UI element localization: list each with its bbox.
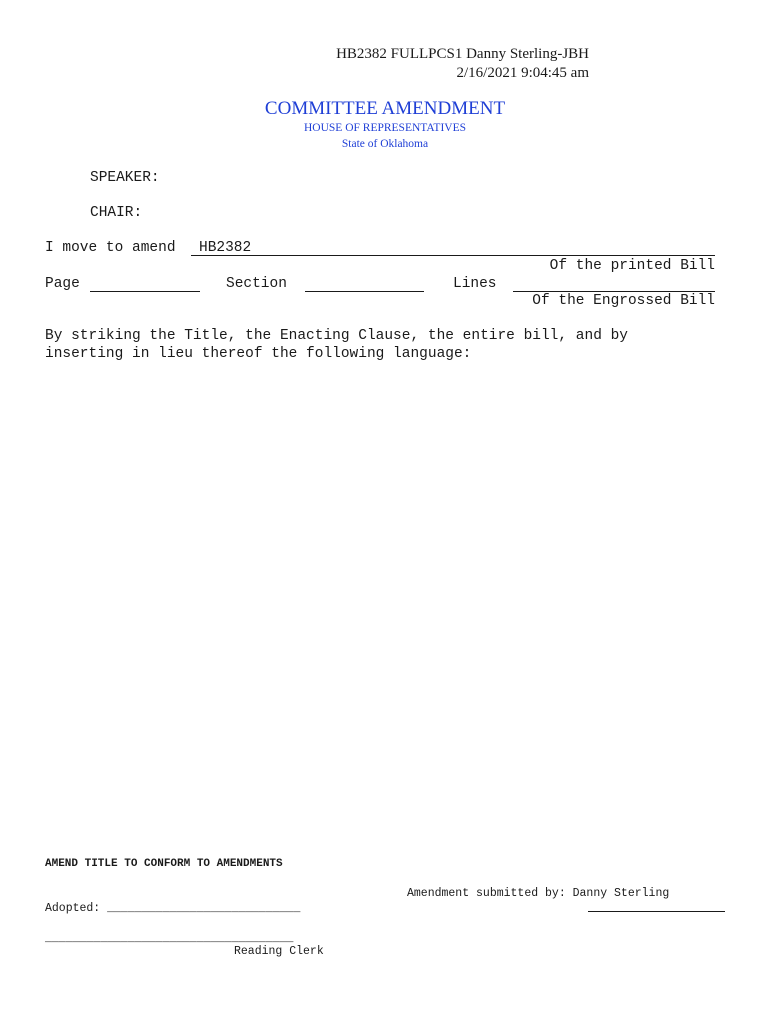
amend-title-heading: AMEND TITLE TO CONFORM TO AMENDMENTS xyxy=(45,858,283,870)
amendment-instruction-line-1: By striking the Title, the Enacting Clause, the entire bill, and by xyxy=(45,328,628,344)
clerk-signature-line: ____________________________________ xyxy=(45,932,294,945)
reading-clerk-label: Reading Clerk xyxy=(234,945,324,958)
page-label: Page xyxy=(45,276,80,292)
document-title: COMMITTEE AMENDMENT xyxy=(264,98,506,119)
bill-number-field: HB2382 xyxy=(199,240,252,256)
section-field xyxy=(305,291,424,292)
lines-label: Lines xyxy=(453,276,497,292)
submitter-signature-line xyxy=(588,911,725,912)
bill-number-underline xyxy=(191,255,715,256)
adopted-field: Adopted: ____________________________ xyxy=(45,902,301,915)
submitted-by: Amendment submitted by: Danny Sterling xyxy=(407,887,670,900)
printed-bill-label: Of the printed Bill xyxy=(549,258,715,274)
move-to-amend-label: I move to amend xyxy=(45,240,176,256)
section-label: Section xyxy=(226,276,287,292)
bill-identifier: HB2382 FULLPCS1 Danny Sterling-JBH xyxy=(336,46,589,62)
speaker-label: SPEAKER: xyxy=(90,170,160,186)
page-field xyxy=(90,291,200,292)
chamber-name: HOUSE OF REPRESENTATIVES xyxy=(303,122,466,134)
engrossed-bill-label: Of the Engrossed Bill xyxy=(532,293,715,309)
timestamp: 2/16/2021 9:04:45 am xyxy=(456,65,589,81)
lines-field xyxy=(513,291,715,292)
state-name: State of Oklahoma xyxy=(341,138,429,150)
amendment-instruction-line-2: inserting in lieu thereof the following language: xyxy=(45,346,472,362)
chair-label: CHAIR: xyxy=(90,205,143,221)
